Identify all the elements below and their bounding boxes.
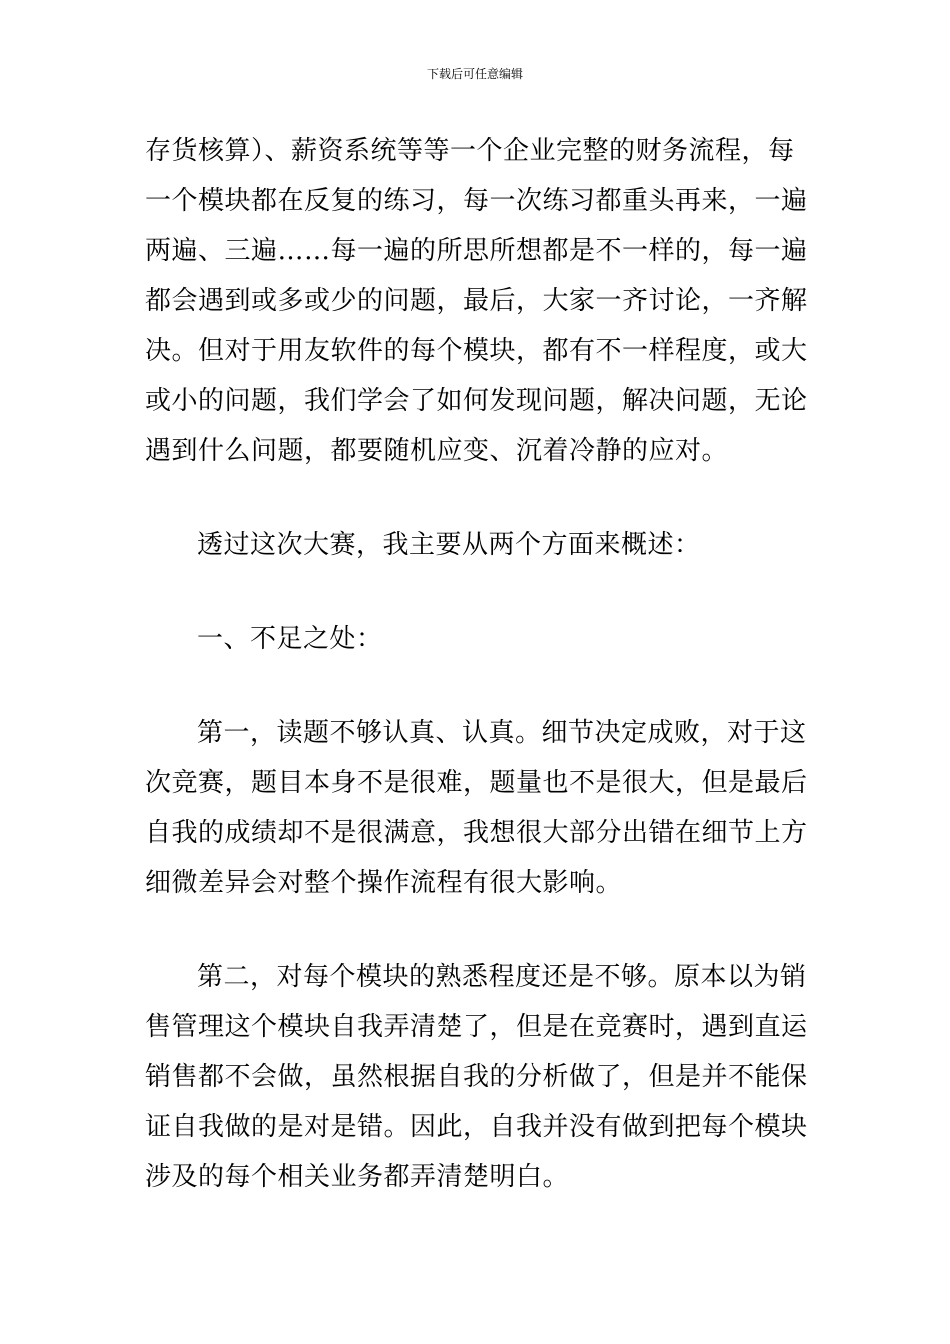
text-line: 决。但对于用友软件的每个模块，都有不一样程度，或大 — [145, 336, 808, 366]
text-line: 或小的问题，我们学会了如何发现问题，解决问题，无论 — [145, 386, 808, 416]
text-line: 第二，对每个模块的熟悉程度还是不够。原本以为销 — [197, 962, 807, 992]
text-line: 证自我做的是对是错。因此，自我并没有做到把每个模块 — [145, 1112, 808, 1142]
paragraph — [145, 126, 813, 476]
paragraph — [145, 952, 813, 1202]
paragraph-spacer — [145, 664, 813, 708]
text-line: 一个模块都在反复的练习，每一次练习都重头再来，一遍 — [145, 186, 808, 216]
text-line: 售管理这个模块自我弄清楚了，但是在竞赛时，遇到直运 — [145, 1012, 808, 1042]
document-body — [145, 126, 813, 1202]
text-line: 第一，读题不够认真、认真。细节决定成败，对于这 — [197, 718, 807, 748]
text-line: 涉及的每个相关业务都弄清楚明白。 — [145, 1162, 570, 1192]
text-line: 细微差异会对整个操作流程有很大影响。 — [145, 868, 623, 898]
paragraph-spacer — [145, 570, 813, 614]
text-line: 一、不足之处： — [197, 624, 383, 654]
text-line: 销售都不会做，虽然根据自我的分析做了，但是并不能保 — [145, 1062, 808, 1092]
paragraph-spacer — [145, 476, 813, 520]
text-line: 遇到什么问题，都要随机应变、沉着冷静的应对。 — [145, 436, 729, 466]
text-line: 透过这次大赛，我主要从两个方面来概述： — [197, 530, 701, 560]
text-line: 自我的成绩却不是很满意，我想很大部分出错在细节上方 — [145, 818, 808, 848]
text-line: 次竞赛，题目本身不是很难，题量也不是很大，但是最后 — [145, 768, 808, 798]
paragraph — [145, 520, 813, 570]
text-line: 存货核算）、薪资系统等等一个企业完整的财务流程，每 — [145, 136, 795, 166]
section-heading — [145, 614, 813, 664]
paragraph-spacer — [145, 908, 813, 952]
paragraph — [145, 708, 813, 908]
text-line: 都会遇到或多或少的问题，最后，大家一齐讨论，一齐解 — [145, 286, 808, 316]
text-line: 两遍、三遍……每一遍的所思所想都是不一样的，每一遍 — [145, 236, 808, 266]
page-header: 下载后可任意编辑 — [426, 67, 523, 81]
